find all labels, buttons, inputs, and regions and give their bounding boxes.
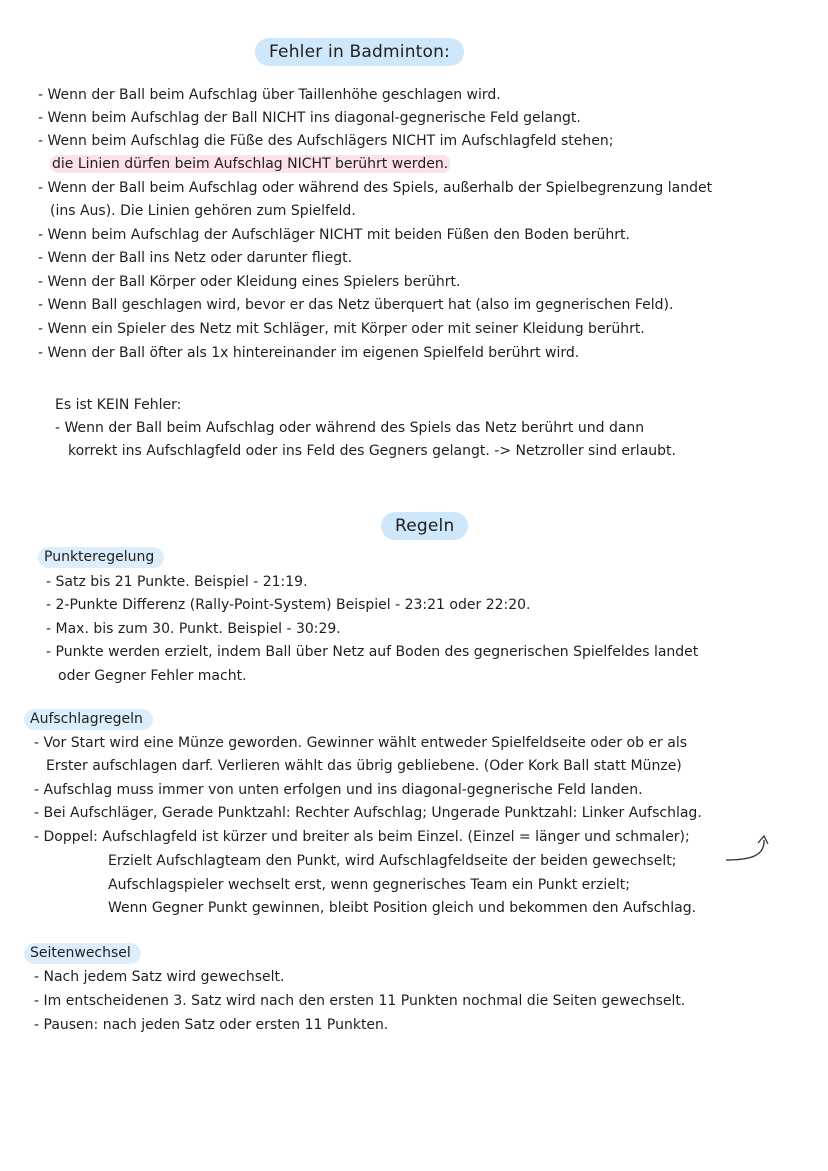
page-title: Fehler in Badminton:	[255, 38, 464, 66]
fehler-line: - Wenn beim Aufschlag die Füße des Aufschlägers NICHT im Aufschlagfeld stehen;	[38, 133, 614, 149]
curved-arrow-icon	[720, 830, 780, 870]
fehler-line: (ins Aus). Die Linien gehören zum Spielfeld.	[50, 203, 356, 219]
aufschlagregeln-line: Erster aufschlagen darf. Verlieren wählt das übrig gebliebene. (Oder Kork Ball statt Münze)	[46, 758, 682, 774]
seitenwechsel-line: - Pausen: nach jeden Satz oder ersten 11 Punkten.	[34, 1017, 389, 1033]
kein-fehler-line: korrekt ins Aufschlagfeld oder ins Feld des Gegners gelangt. -> Netzroller sind erlaubt.	[68, 443, 676, 459]
fehler-line-text: die Linien dürfen beim Aufschlag NICHT berührt werden.	[52, 156, 449, 172]
kein-fehler-line: - Wenn der Ball beim Aufschlag oder während des Spiels das Netz berührt und dann	[55, 420, 645, 436]
punkteregelung-line: - 2-Punkte Differenz (Rally-Point-System) Beispiel - 23:21 oder 22:20.	[46, 597, 531, 613]
seitenwechsel-heading: Seitenwechsel	[24, 943, 141, 964]
aufschlagregeln-line: - Bei Aufschläger, Gerade Punktzahl: Rechter Aufschlag; Ungerade Punktzahl: Linker Aufschlag.	[34, 805, 702, 821]
aufschlagregeln-line: - Aufschlag muss immer von unten erfolgen und ins diagonal-gegnerische Feld landen.	[34, 782, 643, 798]
fehler-line: - Wenn der Ball Körper oder Kleidung eines Spielers berührt.	[38, 274, 461, 290]
aufschlagregeln-line: Aufschlagspieler wechselt erst, wenn gegnerisches Team ein Punkt erzielt;	[108, 877, 630, 893]
fehler-line: - Wenn beim Aufschlag der Ball NICHT ins diagonal-gegnerische Feld gelangt.	[38, 110, 581, 126]
seitenwechsel-line: - Im entscheidenen 3. Satz wird nach den ersten 11 Punkten nochmal die Seiten gewechselt.	[34, 993, 686, 1009]
aufschlagregeln-heading: Aufschlagregeln	[24, 709, 153, 730]
fehler-line: - Wenn Ball geschlagen wird, bevor er das Netz überquert hat (also im gegnerischen Feld).	[38, 297, 674, 313]
punkteregelung-heading: Punkteregelung	[38, 547, 164, 568]
fehler-line: - Wenn der Ball beim Aufschlag über Taillenhöhe geschlagen wird.	[38, 87, 501, 103]
fehler-line: - Wenn beim Aufschlag der Aufschläger NICHT mit beiden Füßen den Boden berührt.	[38, 227, 630, 243]
fehler-line	[50, 154, 450, 174]
seitenwechsel-line: - Nach jedem Satz wird gewechselt.	[34, 969, 285, 985]
regeln-title: Regeln	[381, 512, 468, 540]
punkteregelung-line: - Max. bis zum 30. Punkt. Beispiel - 30:29.	[46, 621, 341, 637]
aufschlagregeln-line: Erzielt Aufschlagteam den Punkt, wird Aufschlagfeldseite der beiden gewechselt;	[108, 853, 677, 869]
fehler-line: - Wenn der Ball beim Aufschlag oder während des Spiels, außerhalb der Spielbegrenzung landet	[38, 180, 713, 196]
fehler-line: - Wenn der Ball öfter als 1x hintereinander im eigenen Spielfeld berührt wird.	[38, 345, 580, 361]
aufschlagregeln-line: Wenn Gegner Punkt gewinnen, bleibt Position gleich und bekommen den Aufschlag.	[108, 900, 697, 916]
punkteregelung-line: - Satz bis 21 Punkte. Beispiel - 21:19.	[46, 574, 308, 590]
fehler-line: - Wenn der Ball ins Netz oder darunter fliegt.	[38, 250, 353, 266]
fehler-line: - Wenn ein Spieler des Netz mit Schläger, mit Körper oder mit seiner Kleidung berührt.	[38, 321, 645, 337]
kein-fehler-heading: Es ist KEIN Fehler:	[55, 397, 182, 413]
punkteregelung-line: oder Gegner Fehler macht.	[58, 668, 247, 684]
aufschlagregeln-line: - Doppel: Aufschlagfeld ist kürzer und breiter als beim Einzel. (Einzel = länger und schmaler);	[34, 829, 690, 845]
punkteregelung-line: - Punkte werden erzielt, indem Ball über Netz auf Boden des gegnerischen Spielfeldes landet	[46, 644, 699, 660]
aufschlagregeln-line: - Vor Start wird eine Münze geworden. Gewinner wählt entweder Spielfeldseite oder ob er als	[34, 735, 688, 751]
